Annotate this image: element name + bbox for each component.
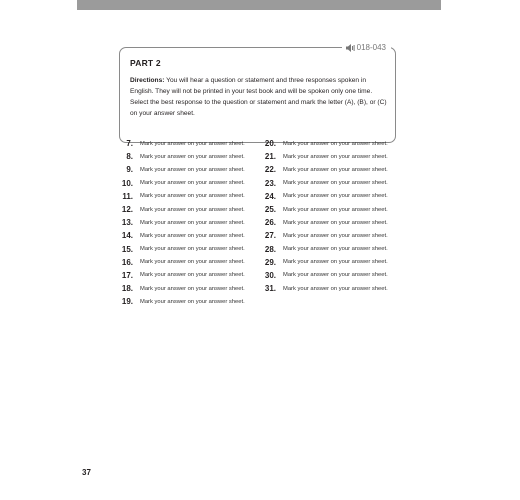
question-instruction: Mark your answer on your answer sheet. xyxy=(140,232,245,239)
question-row xyxy=(116,177,245,190)
question-instruction: Mark your answer on your answer sheet. xyxy=(140,259,245,266)
question-instruction: Mark your answer on your answer sheet. xyxy=(283,259,388,266)
question-instruction: Mark your answer on your answer sheet. xyxy=(283,166,388,173)
question-number: 21. xyxy=(264,152,276,162)
question-row xyxy=(116,137,245,150)
question-row xyxy=(116,295,245,308)
question-row xyxy=(259,269,388,282)
question-number: 19. xyxy=(121,297,133,307)
question-row xyxy=(116,243,245,256)
question-row xyxy=(116,150,245,163)
question-row xyxy=(116,229,245,242)
question-row xyxy=(116,163,245,176)
question-row xyxy=(259,190,388,203)
audio-track-number: 018-043 xyxy=(356,43,386,52)
question-instruction: Mark your answer on your answer sheet. xyxy=(140,153,245,160)
question-row xyxy=(259,282,388,295)
question-instruction: Mark your answer on your answer sheet. xyxy=(283,246,388,253)
question-number: 23. xyxy=(264,178,276,188)
page-number: 37 xyxy=(82,468,91,477)
question-instruction: Mark your answer on your answer sheet. xyxy=(140,246,245,253)
question-instruction: Mark your answer on your answer sheet. xyxy=(140,285,245,292)
question-number: 18. xyxy=(121,284,133,294)
question-row xyxy=(259,243,388,256)
question-row xyxy=(116,216,245,229)
directions-body: You will hear a question or statement and three responses spoken in English. They will not be printed in your test book and will be spoken only one time. Select the best response to the question or statement and mark the letter (A), (B), or (C) on your answer sheet. xyxy=(130,77,387,117)
question-number: 28. xyxy=(264,244,276,254)
question-instruction: Mark your answer on your answer sheet. xyxy=(283,140,388,147)
question-instruction: Mark your answer on your answer sheet. xyxy=(140,180,245,187)
question-number: 16. xyxy=(121,257,133,267)
question-number: 31. xyxy=(264,284,276,294)
question-instruction: Mark your answer on your answer sheet. xyxy=(283,232,388,239)
question-instruction: Mark your answer on your answer sheet. xyxy=(140,140,245,147)
question-instruction: Mark your answer on your answer sheet. xyxy=(140,166,245,173)
question-number: 9. xyxy=(126,165,133,175)
directions-text xyxy=(130,75,388,119)
question-number: 13. xyxy=(121,218,133,228)
question-row xyxy=(116,256,245,269)
part-title: PART 2 xyxy=(130,58,161,68)
question-instruction: Mark your answer on your answer sheet. xyxy=(283,272,388,279)
part-2-instructions-box xyxy=(119,43,396,143)
question-number: 17. xyxy=(121,270,133,280)
question-number: 14. xyxy=(121,231,133,241)
question-row xyxy=(116,269,245,282)
question-number: 27. xyxy=(264,231,276,241)
question-row xyxy=(259,203,388,216)
question-row xyxy=(259,216,388,229)
question-row xyxy=(259,150,388,163)
question-number: 29. xyxy=(264,257,276,267)
question-instruction: Mark your answer on your answer sheet. xyxy=(140,219,245,226)
question-number: 11. xyxy=(122,191,133,201)
question-number: 7. xyxy=(126,139,133,149)
question-instruction: Mark your answer on your answer sheet. xyxy=(140,206,245,213)
question-instruction: Mark your answer on your answer sheet. xyxy=(283,193,388,200)
question-instruction: Mark your answer on your answer sheet. xyxy=(140,193,245,200)
question-number: 22. xyxy=(264,165,276,175)
question-list-left xyxy=(116,137,245,308)
question-number: 15. xyxy=(121,244,133,254)
question-row xyxy=(259,137,388,150)
question-instruction: Mark your answer on your answer sheet. xyxy=(283,219,388,226)
question-number: 24. xyxy=(264,191,276,201)
question-number: 25. xyxy=(264,205,276,215)
question-row xyxy=(259,229,388,242)
question-instruction: Mark your answer on your answer sheet. xyxy=(283,206,388,213)
question-row xyxy=(116,190,245,203)
question-number: 26. xyxy=(264,218,276,228)
directions-label: Directions: xyxy=(130,77,165,84)
question-number: 12. xyxy=(121,205,133,215)
question-instruction: Mark your answer on your answer sheet. xyxy=(140,272,245,279)
question-row xyxy=(259,163,388,176)
question-row xyxy=(259,177,388,190)
question-number: 20. xyxy=(264,139,276,149)
audio-track-tag xyxy=(342,41,391,54)
question-list-right xyxy=(259,137,388,295)
question-number: 30. xyxy=(264,270,276,280)
question-row xyxy=(116,203,245,216)
question-instruction: Mark your answer on your answer sheet. xyxy=(283,285,388,292)
question-row xyxy=(116,282,245,295)
question-instruction: Mark your answer on your answer sheet. xyxy=(283,180,388,187)
question-instruction: Mark your answer on your answer sheet. xyxy=(283,153,388,160)
question-instruction: Mark your answer on your answer sheet. xyxy=(140,298,245,305)
question-number: 10. xyxy=(121,178,133,188)
header-bar xyxy=(77,0,441,10)
question-number: 8. xyxy=(126,152,133,162)
question-row xyxy=(259,256,388,269)
speaker-icon xyxy=(346,44,355,52)
